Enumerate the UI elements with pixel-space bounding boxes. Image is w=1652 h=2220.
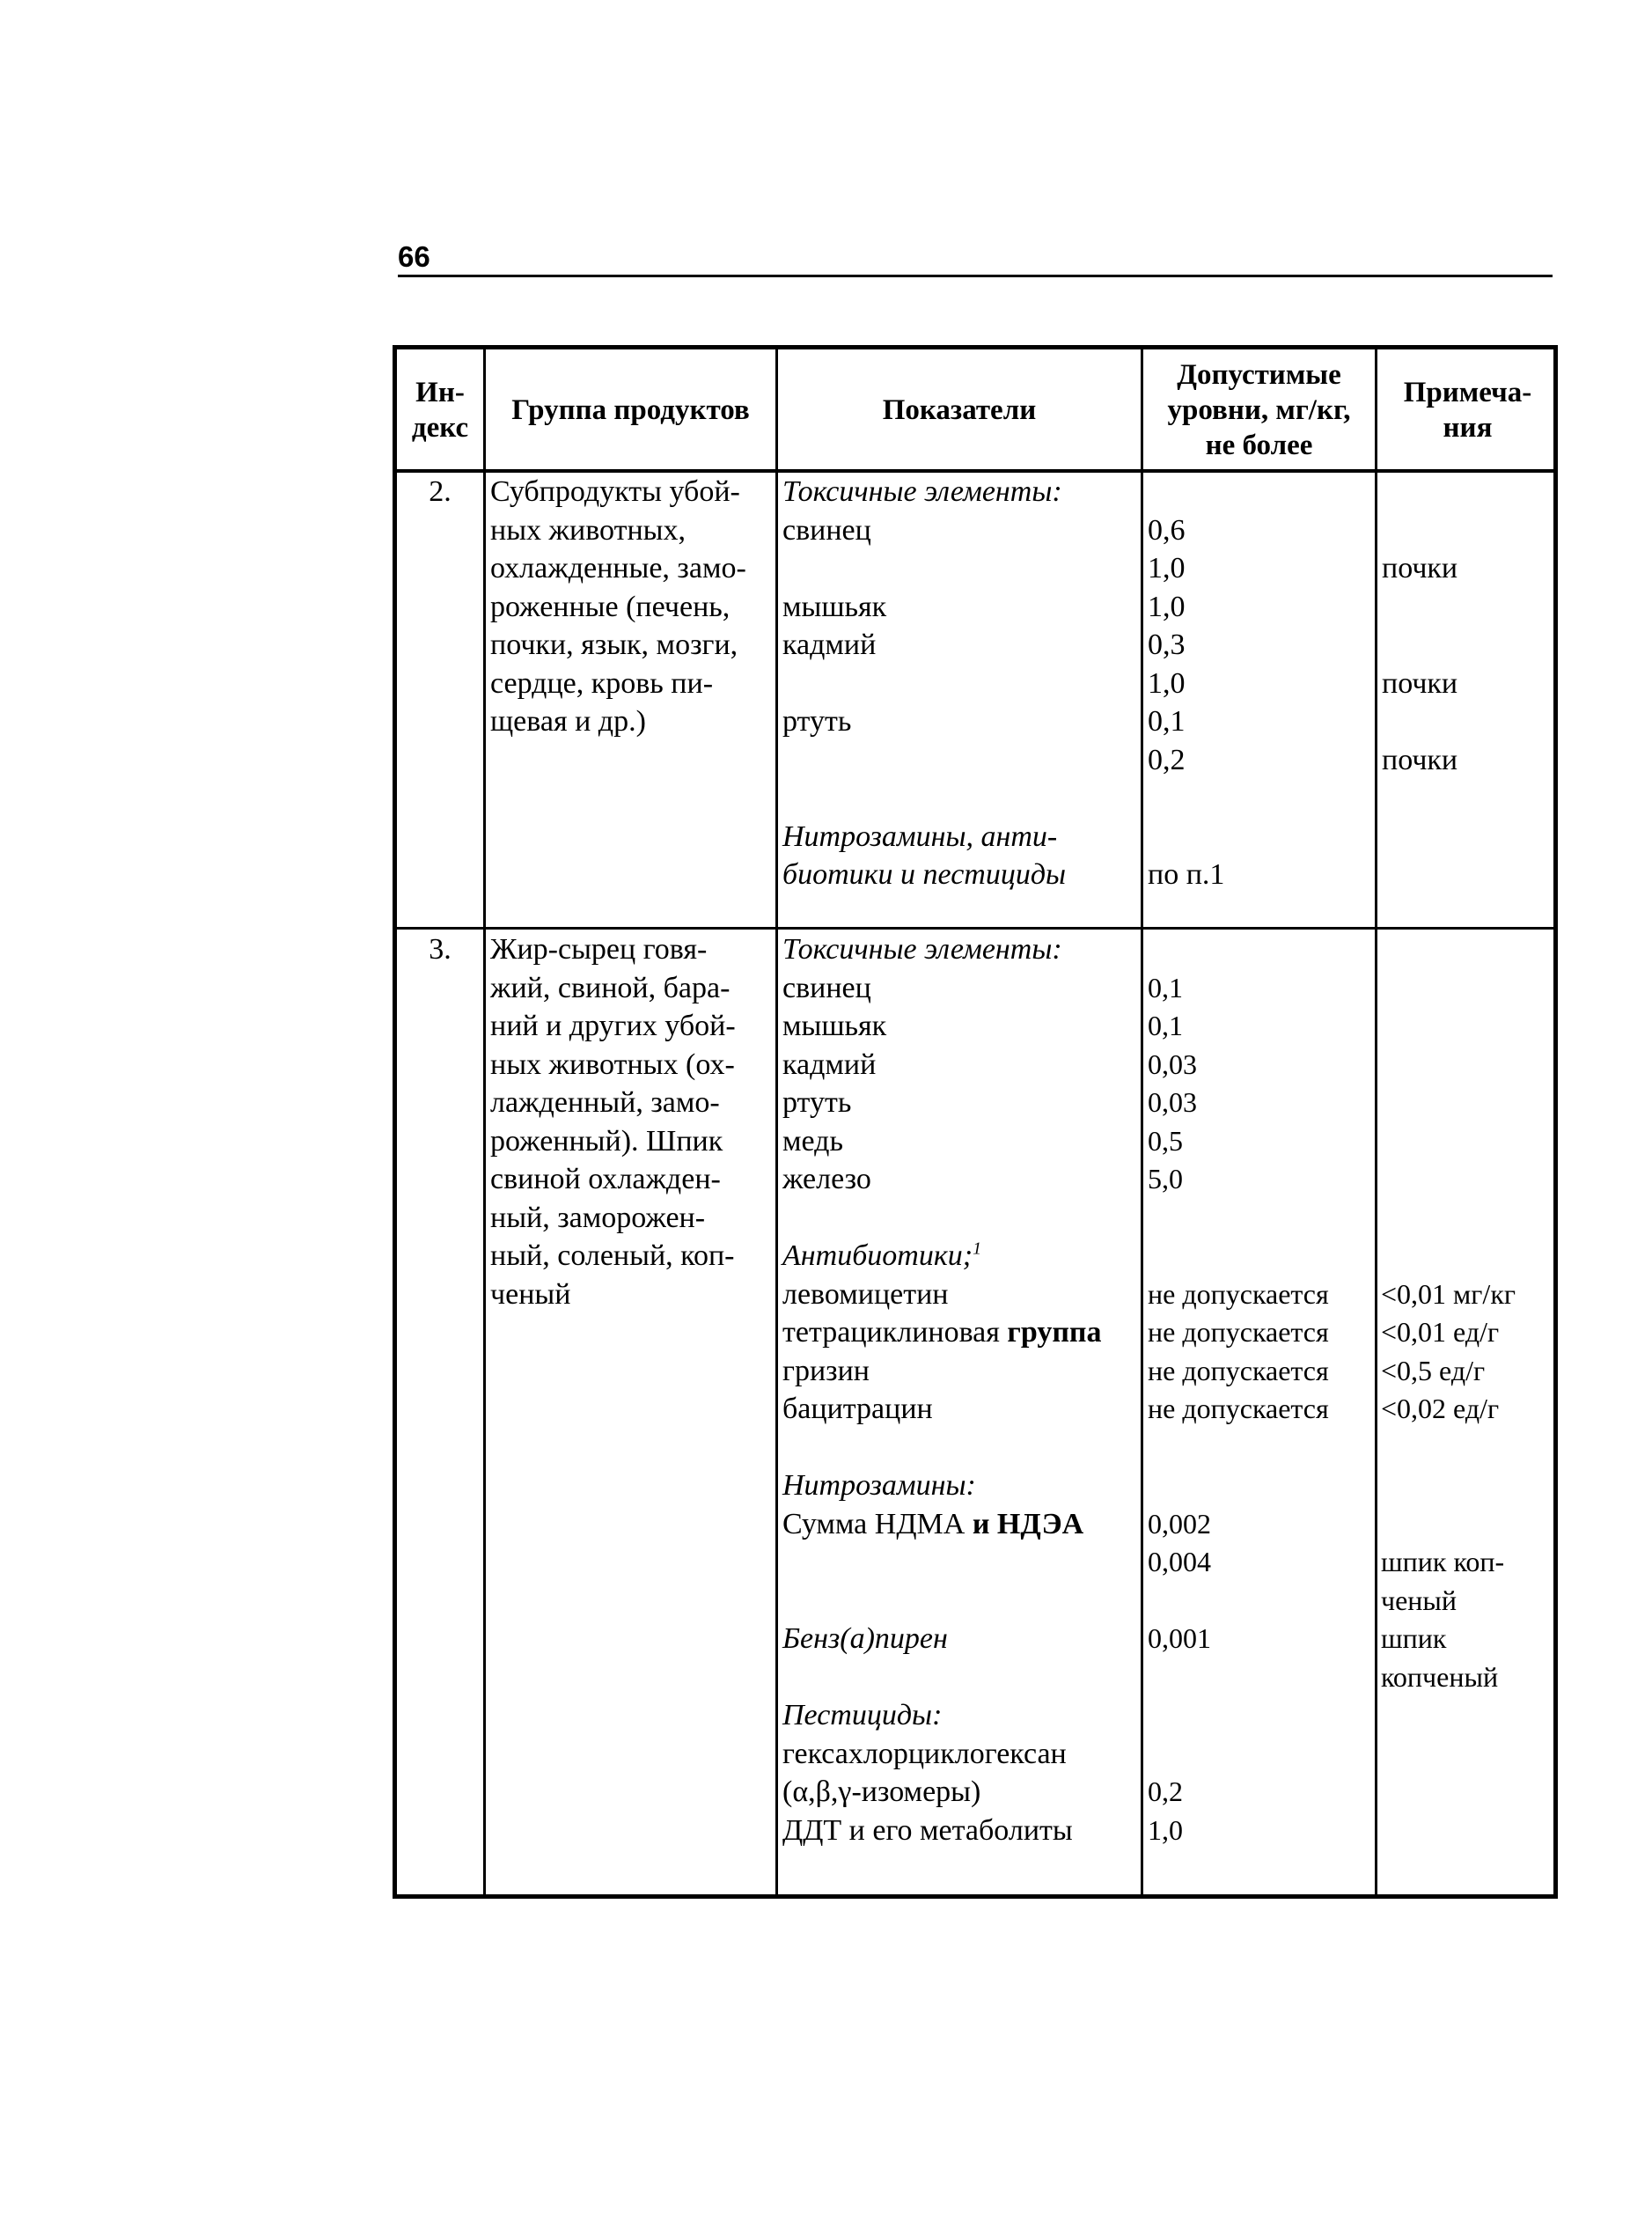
row2-notes: почки почки почки (1382, 552, 1458, 776)
row-divider (397, 927, 1553, 930)
header-group: Группа продуктов (511, 394, 750, 426)
header-indicators: Показатели (882, 394, 1037, 426)
footnote-mark: 1 (973, 1239, 982, 1259)
column-divider (775, 349, 778, 1894)
antibiotics-heading: Антибиотики;$^1$ (782, 1239, 982, 1272)
row3-levels: 0,1 0,1 0,03 0,03 0,5 5,0 не допускается не допускается не допускается не допускается 0,002 0,004 0,001 0,2 1,0 (1148, 971, 1329, 1846)
row2-index: 2. (429, 475, 452, 508)
row3-index: 3. (429, 933, 452, 966)
row3-notes: <0,01 мг/кг <0,01 ед/г <0,5 ед/г <0,02 ед/г шпик коп- ченый шпик копченый (1381, 1277, 1516, 1693)
header-levels: Допустимые уровни, мг/кг, не более (1167, 359, 1351, 461)
row3-indicators: Токсичные элементы: свинец мышьяк кадмий ртуть медь железо Антибиотики;$^1$ левомицетин тетрациклиновая группа гризин бацитрацин Нитрозамины: Сумма НДМА и НДЭА Бенз(а)пирен Пестициды: гексахлорциклогексан (α,β,γ-изомеры) ДДТ и его метаболиты (782, 933, 1102, 1847)
bold-fragment: и НДЭА (972, 1507, 1084, 1540)
header-index: Ин- декс (411, 377, 469, 444)
row2-indicators: Токсичные элементы: свинец мышьяк кадмий ртуть Нитрозамины, анти- биотики и пестициды (782, 475, 1067, 891)
standards-table (393, 345, 1558, 1899)
column-divider (1141, 349, 1143, 1894)
column-divider (483, 349, 486, 1894)
row2-levels: 0,6 1,0 1,0 0,3 1,0 0,1 0,2 по п.1 (1148, 513, 1225, 891)
page-number: 66 (398, 240, 430, 273)
column-divider (1375, 349, 1377, 1894)
row2-group: Субпродукты убой- ных животных, охлажденные, замо- роженные (печень, почки, язык, мозги, сердце, кровь пи- щевая и др.) (490, 475, 746, 738)
bold-fragment: группа (1007, 1316, 1102, 1349)
row3-group: Жир-сырец говя- жий, свиной, бара- ний и других убой- ных животных (ох- лажденный, замо- роженный). Шпик свиной охлажден- ный, заморожен- ный, соленый, коп- ченый (490, 933, 736, 1311)
header-notes: Примеча- ния (1403, 377, 1532, 444)
header-rule (398, 275, 1553, 277)
